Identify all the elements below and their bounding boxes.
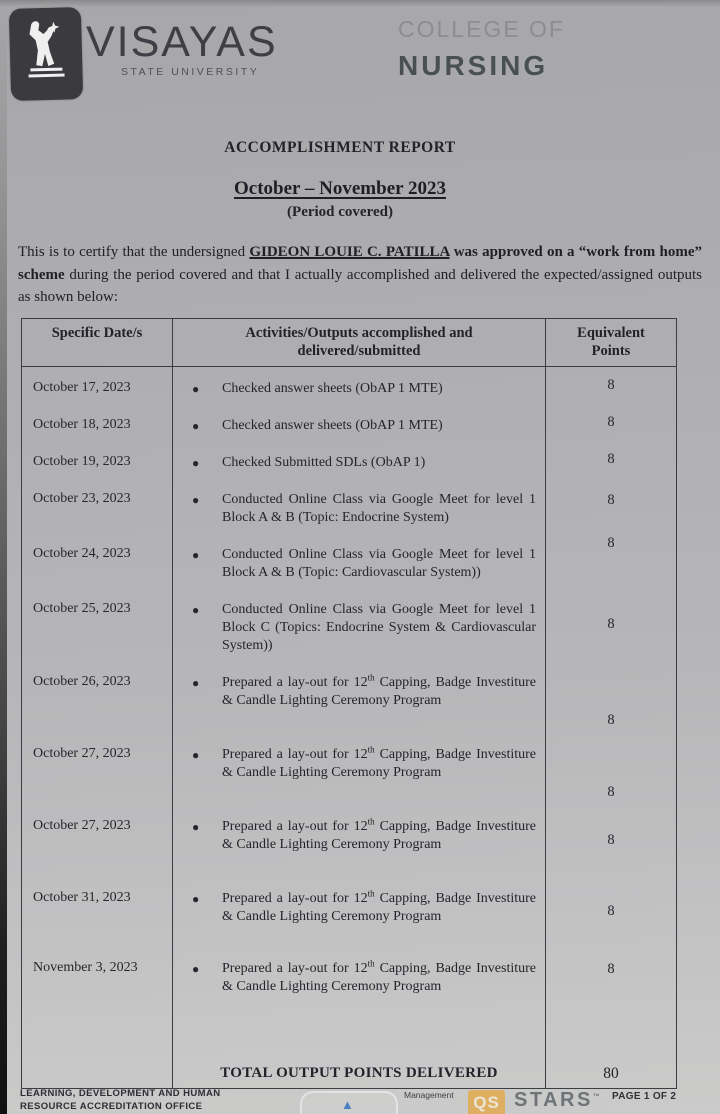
cell-date: October 27, 2023 bbox=[22, 805, 173, 877]
cell-points: 8 bbox=[546, 533, 677, 588]
activity-text: Checked Submitted SDLs (ObAP 1) bbox=[222, 454, 426, 470]
table-row bbox=[22, 661, 677, 733]
college-name: NURSING bbox=[398, 50, 549, 81]
spacer-cell bbox=[546, 1019, 677, 1061]
university-subtitle: STATE UNIVERSITY bbox=[121, 66, 260, 78]
bullet-icon: ● bbox=[192, 819, 200, 834]
bullet-icon: ● bbox=[192, 747, 200, 762]
page-footer bbox=[0, 1086, 720, 1114]
management-label: Management bbox=[404, 1090, 454, 1100]
spacer-cell bbox=[22, 1019, 173, 1061]
activity-text: Checked answer sheets (ObAP 1 MTE) bbox=[222, 417, 443, 433]
total-row bbox=[22, 1061, 677, 1089]
certify-text-3: during the period covered and that I actually accomplished and delivered the expected/assigned outputs as shown below: bbox=[18, 266, 702, 305]
vsu-logo bbox=[9, 7, 83, 101]
col-header-date: Specific Date/s bbox=[22, 319, 173, 367]
col-header-points: Equivalent Points bbox=[546, 319, 677, 367]
cell-points: 8 bbox=[546, 877, 677, 947]
activity-text: Prepared a lay-out for 12th Capping, Badge Investiture & Candle Lighting Ceremony Program bbox=[222, 887, 536, 924]
management-system-triangle-icon: ▲ bbox=[341, 1097, 354, 1112]
bullet-icon: ● bbox=[192, 891, 200, 906]
total-empty-cell bbox=[22, 1061, 173, 1089]
photo-left-shadow bbox=[0, 0, 7, 1114]
stars-text: STARS bbox=[514, 1089, 593, 1111]
table-row bbox=[22, 947, 677, 1019]
office-line-1: LEARNING, DEVELOPMENT AND HUMAN bbox=[20, 1088, 221, 1099]
activity-text: Prepared a lay-out for 12th Capping, Badge Investiture & Candle Lighting Ceremony Program bbox=[222, 671, 536, 708]
university-name: VISAYAS bbox=[86, 18, 278, 66]
qs-stars-wordmark bbox=[514, 1089, 600, 1112]
total-points-value: 80 bbox=[546, 1061, 677, 1089]
activity-text: Prepared a lay-out for 12th Capping, Badge Investiture & Candle Lighting Ceremony Program bbox=[222, 815, 536, 852]
table-row bbox=[22, 404, 677, 441]
table-row bbox=[22, 877, 677, 947]
cell-date: October 23, 2023 bbox=[22, 478, 173, 533]
cell-date: November 3, 2023 bbox=[22, 947, 173, 1019]
bullet-icon: ● bbox=[192, 492, 200, 507]
management-system-logo bbox=[300, 1091, 398, 1114]
cell-activity bbox=[173, 661, 546, 733]
qs-logo: QS bbox=[468, 1090, 505, 1114]
college-of-line: COLLEGE OF bbox=[398, 16, 565, 42]
cell-points: 8 bbox=[546, 367, 677, 404]
activity-text: Checked answer sheets (ObAP 1 MTE) bbox=[222, 381, 443, 396]
table-row bbox=[22, 588, 677, 661]
cell-date: October 26, 2023 bbox=[22, 661, 173, 733]
photo-top-shadow bbox=[0, 0, 720, 7]
report-table-body bbox=[22, 367, 677, 1061]
bullet-icon: ● bbox=[192, 961, 200, 976]
cell-date: October 24, 2023 bbox=[22, 533, 173, 588]
table-row bbox=[22, 367, 677, 404]
cell-date: October 25, 2023 bbox=[22, 588, 173, 661]
activity-text: Prepared a lay-out for 12th Capping, Badge Investiture & Candle Lighting Ceremony Program bbox=[222, 743, 536, 780]
cell-points: 8 bbox=[546, 404, 677, 441]
activity-text: Conducted Online Class via Google Meet for level 1 Block A & B (Topic: Endocrine System) bbox=[222, 491, 536, 525]
cell-date: October 27, 2023 bbox=[22, 733, 173, 805]
office-line-2: RESOURCE ACCREDITATION OFFICE bbox=[20, 1100, 203, 1112]
bullet-icon: ● bbox=[192, 602, 200, 617]
cell-activity bbox=[173, 805, 546, 877]
period-note: (Period covered) bbox=[287, 204, 393, 220]
bullet-icon: ● bbox=[192, 382, 200, 396]
certify-text-2: was approved on a “work from home” scheme bbox=[18, 244, 702, 283]
table-row bbox=[22, 733, 677, 805]
cell-points: 8 bbox=[546, 733, 677, 805]
cell-date: October 31, 2023 bbox=[22, 877, 173, 947]
period-covered: October – November 2023 bbox=[234, 178, 446, 199]
table-row bbox=[22, 533, 677, 588]
cell-activity bbox=[173, 877, 546, 947]
trademark-symbol: ™ bbox=[592, 1093, 600, 1101]
report-title: ACCOMPLISHMENT REPORT bbox=[224, 139, 456, 156]
cell-activity bbox=[173, 533, 546, 588]
activity-text: Conducted Online Class via Google Meet for level 1 Block A & B (Topic: Cardiovascular System)) bbox=[222, 546, 536, 580]
bullet-icon: ● bbox=[192, 675, 200, 690]
office-name bbox=[20, 1088, 220, 1113]
cell-activity bbox=[173, 947, 546, 1019]
table-row bbox=[22, 478, 677, 533]
page-number: PAGE 1 OF 2 bbox=[612, 1091, 677, 1102]
cell-date: October 19, 2023 bbox=[22, 441, 173, 478]
table-row bbox=[22, 805, 677, 877]
cell-activity bbox=[173, 441, 546, 478]
spacer-cell bbox=[173, 1019, 546, 1061]
cell-points: 8 bbox=[546, 478, 677, 533]
table-header-row bbox=[22, 319, 677, 367]
col-header-activities: Activities/Outputs accomplished and delivered/submitted bbox=[173, 319, 546, 367]
cell-points: 8 bbox=[546, 947, 677, 1019]
cell-date: October 18, 2023 bbox=[22, 404, 173, 441]
bullet-icon: ● bbox=[192, 547, 200, 562]
total-label: TOTAL OUTPUT POINTS DELIVERED bbox=[173, 1061, 546, 1089]
cell-activity bbox=[173, 367, 546, 404]
cell-activity bbox=[173, 733, 546, 805]
cell-points: 8 bbox=[546, 805, 677, 877]
cell-date: October 17, 2023 bbox=[22, 367, 173, 404]
bullet-icon: ● bbox=[192, 418, 200, 433]
bullet-icon: ● bbox=[192, 455, 200, 470]
cell-points: 8 bbox=[546, 588, 677, 661]
spacer-row bbox=[22, 1019, 677, 1061]
cell-points: 8 bbox=[546, 661, 677, 733]
accomplishment-table bbox=[21, 318, 677, 1089]
college-block bbox=[398, 16, 565, 82]
certify-text-1: This is to certify that the undersigned bbox=[18, 244, 250, 260]
table-row bbox=[22, 441, 677, 478]
certification-paragraph bbox=[18, 241, 702, 309]
cell-activity bbox=[173, 404, 546, 441]
employee-name: GIDEON LOUIE C. PATILLA bbox=[249, 244, 450, 260]
cell-points: 8 bbox=[546, 441, 677, 478]
cell-activity bbox=[173, 478, 546, 533]
activity-text: Prepared a lay-out for 12th Capping, Badge Investiture & Candle Lighting Ceremony Program bbox=[222, 957, 536, 994]
cell-activity bbox=[173, 588, 546, 661]
activity-text: Conducted Online Class via Google Meet for level 1 Block C (Topics: Endocrine System & Cardiovascular System)) bbox=[222, 601, 536, 653]
